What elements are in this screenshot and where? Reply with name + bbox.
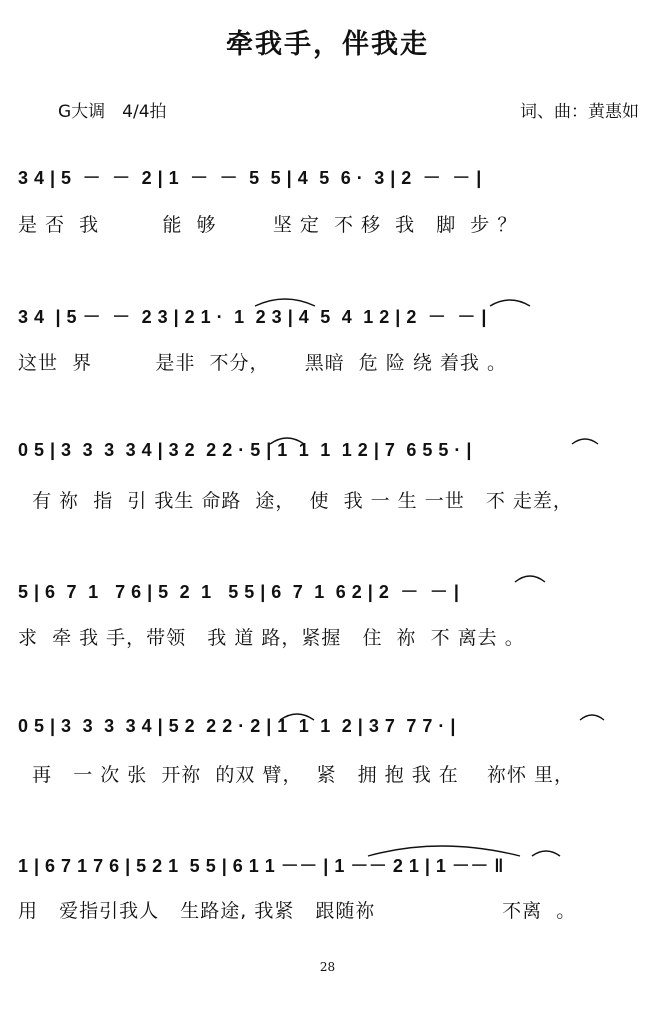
notation-line: 3 4 | 5 － － 2 3 | 2 1 · 1 2 3 | 4 5 4 1 2 | 2 － － | [18,307,487,327]
lyrics-line: 再 一 次 张 开祢 的双 臂， 紧 拥 抱 我 在 祢怀 里， [18,764,574,786]
lyrics-line: 用 爱指引我人 生路途, 我紧 跟随祢 不离 。 [18,900,577,922]
page-number: 28 [319,960,336,974]
notation-line: 0 5 | 3 3 3 3 4 | 3 2 2 2 · 5 | 1 1 1 1 2 | 7 6 5 5 · | [18,440,472,460]
notation-line: 0 5 | 3 3 3 3 4 | 5 2 2 2 · 2 | 1 1 1 2 | 3 7 7 7 · | [18,716,456,736]
lyrics-line: 是 否 我 能 够 坚 定 不 移 我 脚 步 ？ [18,214,518,236]
notation-line: 5 | 6 7 1 7 6 | 5 2 1 5 5 | 6 7 1 6 2 | 2 － － | [18,582,460,602]
lyrics-line: 求 牵 我 手，带领 我 道 路，紧握 住 祢 不 离去 。 [18,627,525,649]
key-and-time-signature: G大调 4/4拍 [58,102,167,122]
notation-line: 1 | 6 7 1 7 6 | 5 2 1 5 5 | 6 1 1 －－ | 1 －－ 2 1 | 1 －－ ‖ [18,856,504,876]
lyrics-line: 这世 界 是非 不分， 黑暗 危 险 绕 着我 。 [18,352,507,374]
author-credit: 词、曲：黄惠如 [520,102,639,122]
lyrics-line: 有 祢 指 引 我生 命路 途， 使 我 一 生 一世 不 走差， [18,490,573,512]
notation-line: 3 4 | 5 － － 2 | 1 － － 5 5 | 4 5 6 · 3 | 2 － － | [18,168,482,188]
song-title: 牵我手，伴我走 [226,29,429,60]
